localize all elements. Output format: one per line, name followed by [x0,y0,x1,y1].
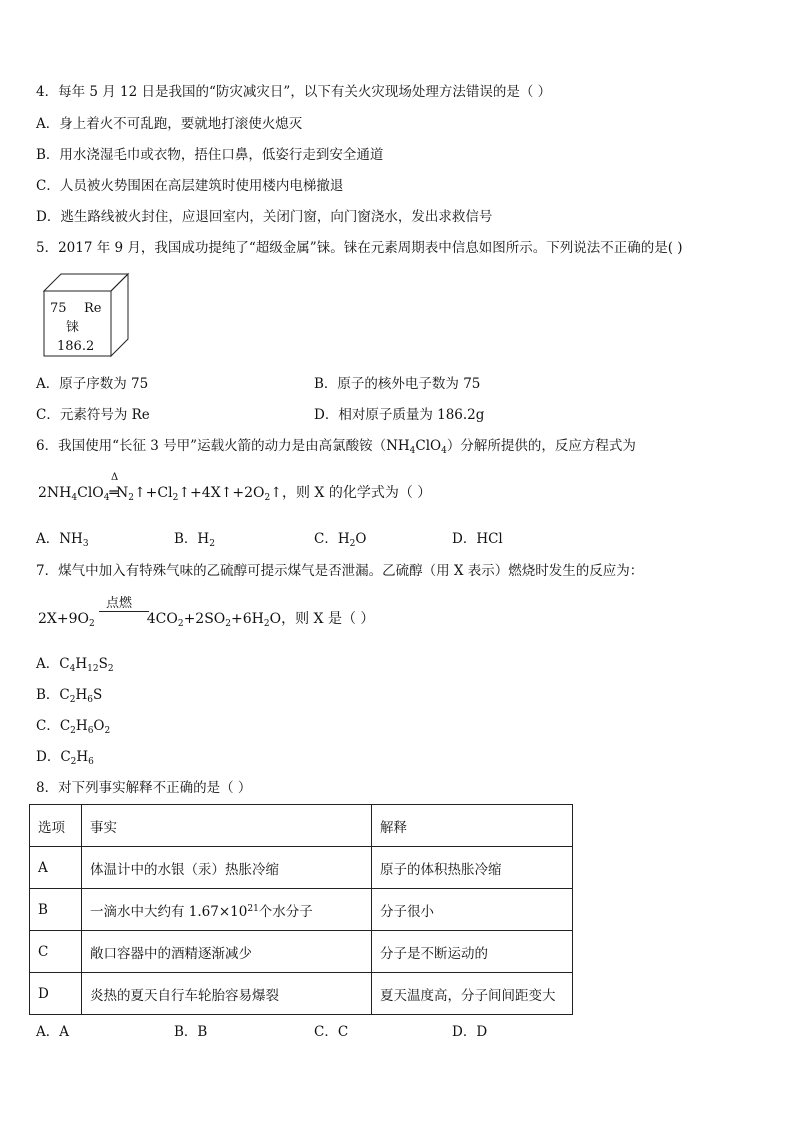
q8-option-b: B．B [174,1024,208,1040]
q5-option-b: B．原子的核外电子数为 75 [314,376,481,392]
table-row [30,973,573,1015]
element-name: 铼 [66,320,80,335]
q7-option-b: B．$C_2H_6S$ [36,687,103,705]
q4-stem: 4．每年 5 月 12 日是我国的“防灾减灾日”，以下有关火灾现场处理方法错误的是（ ） [36,84,552,100]
row-explanation: 原子的体积热胀冷缩 [372,847,573,889]
row-option: C [30,931,82,973]
q5-option-c: C．元素符号为 Re [36,407,150,423]
q5-option-d: D．相对原子质量为 186.2g [314,407,485,423]
row-fact: 一滴水中大约有 $1.67\times 10^{21}$个水分子 [82,889,372,931]
q8-option-d: D．D [452,1024,488,1040]
table-row [30,847,573,889]
row-explanation: 分子是不断运动的 [372,931,573,973]
q6-option-b: B．$H_2$ [174,531,215,549]
element-mass: 186.2 [57,339,95,354]
q7-option-d: D．$C_2H_6$ [36,749,94,767]
header-explanation: 解释 [372,805,573,847]
q6-option-a: A．$NH_3$ [36,531,89,549]
row-option: D [30,973,82,1015]
q7-option-c: C．$C_2H_6O_2$ [36,718,111,736]
q6-stem: 6．我国使用“长征 3 号甲”运载火箭的动力是由高氯酸铵$(NH_4ClO_4)$分解所提供的，反应方程式为 [36,438,636,456]
header-fact: 事实 [82,805,372,847]
q7-option-a: A．$C_4H_{12}S_2$ [36,656,114,674]
q6-condition-heat: Δ [111,472,119,483]
q4-option-b: B．用水浇湿毛巾或衣物，捂住口鼻，低姿行走到安全通道 [36,147,384,163]
row-fact: 体温计中的水银（汞）热胀冷缩 [82,847,372,889]
header-option: 选项 [30,805,82,847]
q4-option-c: C．人员被火势围困在高层建筑时使用楼内电梯撤退 [36,178,344,194]
q6-question: ，则 X 的化学式为（ ） [281,485,432,501]
q6-option-c: C．$H_2O$ [314,531,367,549]
q8-option-c: C．C [314,1024,349,1040]
q7-stem: 7．煤气中加入有特殊气味的乙硫醇可提示煤气是否泄漏。乙硫醇（用 X 表示）燃烧时发生的反应为： [36,563,644,579]
row-option: A [30,847,82,889]
q5-option-a: A．原子序数为 75 [36,376,149,392]
element-symbol: Re [84,301,102,316]
table-header-row [30,805,573,847]
q4-option-d: D．逃生路线被火封住，应退回室内，关闭门窗，向门窗浇水，发出求救信号 [36,209,493,225]
row-explanation: 分子很小 [372,889,573,931]
q5-stem: 5．2017 年 9 月，我国成功提纯了“超级金属”铼。铼在元素周期表中信息如图所示。下列说法不正确的是( ) [36,240,683,256]
row-fact: 敞口容器中的酒精逐渐减少 [82,931,372,973]
row-option: B [30,889,82,931]
facts-table [29,804,573,1015]
row-explanation: 夏天温度高，分子间间距变大 [372,973,573,1015]
q4-option-a: A．身上着火不可乱跑，要就地打滚使火熄灭 [36,116,303,132]
q6-equation: $2NH_4ClO_4═N_2↑+Cl_2↑+4X↑+2O_2↑$，则 X 的化学式为（ ） [38,485,432,503]
q8-stem: 8．对下列事实解释不正确的是（ ） [36,780,252,796]
row-fact: 炎热的夏天自行车轮胎容易爆裂 [82,973,372,1015]
q7-condition-ignite: 点燃 [106,596,133,611]
element-number: 75 [50,301,67,316]
q7-equation: $2X+9O_2$ $4CO_2+2SO_2+6H_2O$，则 X 是（ ） [38,611,375,629]
q7-question: ，则 X 是（ ） [281,611,375,627]
table-row [30,889,573,931]
q6-option-d: D．HCl [452,531,503,547]
q8-option-a: A．A [36,1024,69,1040]
table-row [30,931,573,973]
